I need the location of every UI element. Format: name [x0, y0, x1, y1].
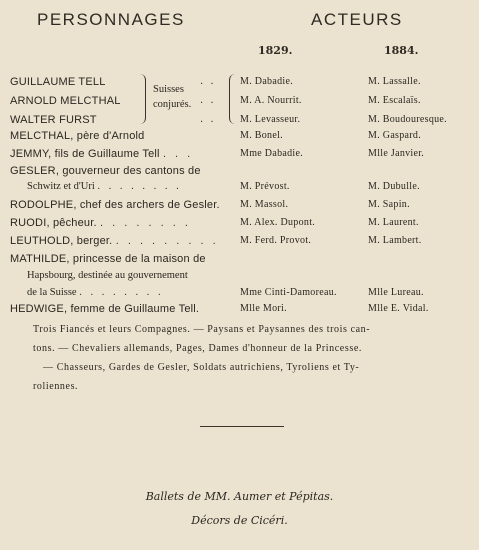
cast-row — [0, 178, 479, 196]
actor-1829: M. Ferd. Provot. — [240, 235, 312, 246]
note-line: Trois Fiancés et leurs Compagnes. — Paysans et Paysannes des trois can- — [33, 324, 371, 335]
cast-row — [0, 92, 479, 110]
actor-1829: M. Massol. — [240, 199, 289, 210]
role-name: GESLER, gouverneur des cantons de — [10, 165, 201, 177]
note-line: roliennes. — [33, 381, 79, 392]
actor-1884: M. Lassalle. — [368, 76, 421, 87]
cast-row — [0, 250, 479, 268]
actor-1884: Mlle Lureau. — [368, 287, 424, 298]
role-name: MELCTHAL, père d'Arnold — [10, 130, 145, 142]
role-name: RUODI, pêcheur. . . . . . . . . — [10, 217, 191, 229]
cast-row — [0, 145, 479, 163]
actor-1884: M. Lambert. — [368, 235, 422, 246]
actor-1829: M. A. Nourrit. — [240, 95, 302, 106]
actor-1884: M. Gaspard. — [368, 130, 422, 141]
role-name: MATHILDE, princesse de la maison de — [10, 253, 206, 265]
actor-1829: M. Bonel. — [240, 130, 283, 141]
actor-1884: M. Laurent. — [368, 217, 419, 228]
leader-dots: . . — [200, 114, 216, 125]
header-personnages: PERSONNAGES — [37, 10, 185, 29]
year-1884: 1884. — [384, 44, 419, 57]
role-name: GUILLAUME TELL — [10, 76, 106, 88]
note-line: — Chasseurs, Gardes de Gesler, Soldats autrichiens, Tyroliens et Ty- — [43, 362, 360, 373]
actor-1884: M. Boudouresque. — [368, 114, 447, 125]
year-1829: 1829. — [258, 44, 293, 57]
actor-1884: Mlle E. Vidal. — [368, 303, 429, 314]
chorus-note — [33, 320, 473, 396]
role-name: LEUTHOLD, berger. . . . . . . . . . — [10, 235, 219, 247]
actor-1884: Mlle Janvier. — [368, 148, 425, 159]
cast-row — [0, 196, 479, 214]
conjures-brace — [137, 74, 146, 124]
cast-row — [0, 214, 479, 232]
ballets-credit: Ballets de MM. Aumer et Pépitas. — [145, 490, 334, 503]
cast-row — [0, 267, 479, 285]
role-name: WALTER FURST — [10, 114, 97, 126]
actor-1884: M. Dubulle. — [368, 181, 420, 192]
actor-1884: M. Sapin. — [368, 199, 410, 210]
suisses-label-line1: Suisses — [153, 84, 184, 95]
role-name: Schwitz et d'Uri . . . . . . . . — [27, 181, 182, 192]
role-name: ARNOLD MELCTHAL — [10, 95, 121, 107]
leader-dots: . . — [200, 95, 216, 106]
note-line: tons. — Chevaliers allemands, Pages, Dames d'honneur de la Princesse. — [33, 343, 362, 354]
role-name: Hapsbourg, destinée au gouvernement — [27, 270, 188, 281]
role-name: de la Suisse . . . . . . . . — [27, 287, 164, 298]
cast-row — [0, 127, 479, 145]
actor-1829: Mme Dabadie. — [240, 148, 304, 159]
role-name: HEDWIGE, femme de Guillaume Tell. — [10, 303, 200, 315]
suisses-conjures-label — [153, 82, 191, 112]
cast-row — [0, 232, 479, 250]
role-name: RODOLPHE, chef des archers de Gesler. — [10, 199, 220, 211]
divider-rule — [200, 426, 284, 427]
actors-bracket — [229, 74, 236, 124]
actor-1829: M. Alex. Dupont. — [240, 217, 316, 228]
suisses-label-line2: conjurés. — [153, 99, 192, 110]
actor-1829: Mlle Mori. — [240, 303, 287, 314]
actor-1829: M. Levasseur. — [240, 114, 301, 125]
role-name: JEMMY, fils de Guillaume Tell . . . — [10, 148, 194, 160]
header-acteurs: ACTEURS — [311, 10, 403, 29]
actor-1829: M. Prévost. — [240, 181, 290, 192]
cast-row — [0, 73, 479, 91]
actor-1884: M. Escalaïs. — [368, 95, 421, 106]
actor-1829: Mme Cinti-Damoreau. — [240, 287, 337, 298]
actor-1829: M. Dabadie. — [240, 76, 294, 87]
leader-dots: . . — [200, 76, 216, 87]
cast-row — [0, 300, 479, 318]
decors-credit: Décors de Cicéri. — [191, 514, 288, 527]
